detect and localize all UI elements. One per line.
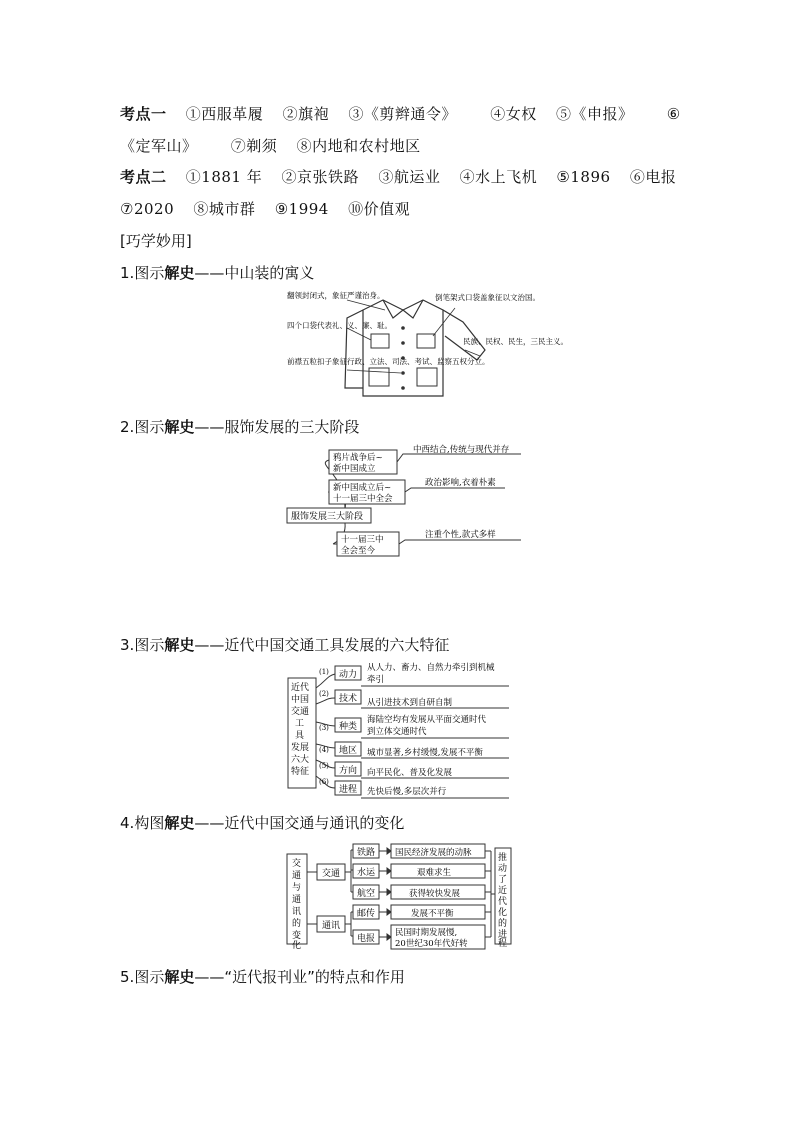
feature-row <box>316 714 509 738</box>
feature-num: (5) <box>319 762 329 770</box>
section-4-bold: 解史 <box>164 814 195 832</box>
comm-item-desc: 国民经济发展的动脉 <box>395 848 472 858</box>
kaodian1-item: 《定军山》 <box>120 137 198 155</box>
kaodian1-line2 <box>120 135 421 156</box>
section-4-num: 4. <box>120 814 135 832</box>
feature-desc: 从人力、畜力、自然力牵引到机械 <box>367 663 495 673</box>
svg-text:代: 代 <box>498 897 508 907</box>
section-1-title: ——中山装的寓义 <box>194 264 315 282</box>
section-4-heading <box>120 812 404 833</box>
kaodian2-line1 <box>120 166 676 187</box>
feature-key: 技术 <box>339 694 358 704</box>
kaodian1-item: ③《剪辫通令》 <box>348 105 457 123</box>
feature-desc: 海陆空均有发展从平面交通时代 <box>367 715 487 725</box>
section-1-prefix: 图示 <box>134 264 165 282</box>
zhongshan-suit-figure <box>285 288 568 400</box>
feature-row <box>316 760 509 778</box>
kaodian2-item: ⑨1994 <box>274 200 329 218</box>
svg-text:化: 化 <box>498 908 508 918</box>
features-root: 中国 <box>291 695 310 705</box>
svg-text:程: 程 <box>498 939 508 949</box>
kaodian1-item: ①西服革履 <box>185 105 264 123</box>
svg-text:通: 通 <box>292 871 302 881</box>
kaodian2-item: ⑦2020 <box>120 200 175 218</box>
section-5-prefix: 图示 <box>134 968 165 986</box>
kaodian2-label: 考点二 <box>120 168 167 186</box>
svg-text:的: 的 <box>498 919 508 929</box>
section-label: [巧学妙用] <box>120 232 192 250</box>
section-2-num: 2. <box>120 418 135 436</box>
section-2-prefix: 图示 <box>134 418 165 436</box>
feature-key: 种类 <box>339 722 358 732</box>
kaodian1-line1 <box>120 103 681 124</box>
kaodian2-item: ①1881 年 <box>185 168 263 186</box>
clothing-stage-feature: 注重个性,款式多样 <box>425 530 496 540</box>
comm-group: 通讯 <box>322 921 341 931</box>
section-4-prefix: 构图 <box>134 814 165 832</box>
svg-text:动: 动 <box>498 864 508 874</box>
feature-key: 进程 <box>339 785 358 795</box>
section-2-heading <box>120 416 359 437</box>
clothing-root: 服饰发展三大阶段 <box>291 512 364 522</box>
comm-item-key: 铁路 <box>357 848 376 858</box>
section-2-bold: 解史 <box>164 418 195 436</box>
suit-annotation: 民族、民权、民生，三民主义。 <box>463 337 568 346</box>
section-3-num: 3. <box>120 636 135 654</box>
svg-text:化: 化 <box>292 941 302 951</box>
comm-item-desc: 发展不平衡 <box>411 909 454 919</box>
kaodian2-item: ⑩价值观 <box>348 200 411 218</box>
feature-row <box>316 776 509 798</box>
kaodian2-item: ⑤1896 <box>556 168 611 186</box>
comm-group: 交通 <box>322 869 341 879</box>
section-1-bold: 解史 <box>164 264 195 282</box>
features-root: 交通 <box>291 707 310 717</box>
section-5-num: 5. <box>120 968 135 986</box>
clothing-stage-feature: 中西结合,传统与现代并存 <box>413 445 510 455</box>
section-5-title: ——“近代报刊业”的特点和作用 <box>194 968 405 986</box>
features-root: 工 <box>295 719 305 729</box>
feature-desc: 到立体交通时代 <box>367 727 427 737</box>
comm-item-key: 水运 <box>357 868 376 878</box>
comm-item-desc: 民国时期发展慢, <box>395 928 458 938</box>
svg-text:了: 了 <box>498 875 508 885</box>
transport-communication-figure <box>285 842 513 952</box>
feature-key: 方向 <box>339 766 358 776</box>
comm-item-key: 电报 <box>357 934 376 944</box>
clothing-stage-period: 十一届三中 <box>341 535 384 545</box>
svg-text:近: 近 <box>498 886 508 896</box>
comm-item-desc: 20世纪30年代好转 <box>395 939 468 949</box>
feature-num: (3) <box>319 724 329 732</box>
section-1-heading <box>120 262 314 283</box>
feature-desc: 向平民化、普及化发展 <box>367 768 453 778</box>
kaodian1-item: ⑦剃须 <box>230 137 278 155</box>
clothing-stage-period: 新中国成立后~ <box>333 483 392 493</box>
feature-row <box>316 690 509 708</box>
transport-features-figure <box>287 660 511 800</box>
features-root: 六大 <box>291 755 310 765</box>
feature-num: (2) <box>319 690 329 698</box>
clothing-stage-period: 十一届三中全会 <box>333 494 393 504</box>
kaodian1-item: ②旗袍 <box>282 105 330 123</box>
comm-result <box>498 851 507 949</box>
svg-text:进: 进 <box>498 930 508 940</box>
svg-text:推: 推 <box>498 853 508 863</box>
suit-annotation: 前襟五粒扣子象征行政、立法、司法、考试、监察五权分立。 <box>287 357 490 366</box>
section-3-title: ——近代中国交通工具发展的六大特征 <box>194 636 450 654</box>
kaodian2-item: ②京张铁路 <box>281 168 360 186</box>
section-4-title: ——近代中国交通与通讯的变化 <box>194 814 405 832</box>
section-5-bold: 解史 <box>164 968 195 986</box>
kaodian1-label: 考点一 <box>120 105 167 123</box>
kaodian2-item: ⑥电报 <box>629 168 677 186</box>
svg-text:与: 与 <box>292 883 302 893</box>
kaodian2-item: ⑧城市群 <box>193 200 256 218</box>
feature-num: (6) <box>319 778 329 786</box>
kaodian2-line2 <box>120 198 410 219</box>
svg-text:讯: 讯 <box>292 907 302 917</box>
comm-root <box>292 857 301 951</box>
svg-text:通: 通 <box>292 895 302 905</box>
comm-item-key: 邮传 <box>357 909 376 919</box>
feature-key: 动力 <box>339 670 358 680</box>
section-3-heading <box>120 634 449 655</box>
suit-annotation: 四个口袋代表礼、义、廉、耻。 <box>287 321 392 330</box>
feature-num: (1) <box>319 668 329 676</box>
features-root: 近代 <box>291 683 310 693</box>
comm-item-key: 航空 <box>357 889 376 899</box>
suit-annotation: 倒笔架式口袋盖象征以文治国。 <box>435 293 540 302</box>
clothing-stage-period: 新中国成立 <box>333 464 376 474</box>
feature-row <box>316 662 509 688</box>
feature-desc: 牵引 <box>367 675 385 685</box>
features-root: 具 <box>295 731 305 741</box>
kaodian1-item: ⑥ <box>666 105 681 123</box>
section-3-bold: 解史 <box>164 636 195 654</box>
features-root: 特征 <box>291 767 310 777</box>
kaodian2-item: ④水上飞机 <box>459 168 538 186</box>
svg-text:变: 变 <box>292 931 302 941</box>
section-2-title: ——服饰发展的三大阶段 <box>194 418 360 436</box>
feature-key: 地区 <box>339 746 358 756</box>
suit-annotation: 翻领封闭式，象征严谨治身。 <box>287 291 385 300</box>
section-3-prefix: 图示 <box>134 636 165 654</box>
clothing-stage-feature: 政治影响,衣着朴素 <box>425 478 496 488</box>
kaodian1-item: ⑤《申报》 <box>555 105 634 123</box>
kaodian1-item: ⑧内地和农村地区 <box>296 137 421 155</box>
kaodian2-item: ③航运业 <box>378 168 441 186</box>
feature-desc: 城市显著,乡村缓慢,发展不平衡 <box>367 748 483 758</box>
kaodian1-item: ④女权 <box>490 105 537 123</box>
comm-item-desc: 获得较快发展 <box>409 889 461 899</box>
clothing-stage-period: 鸦片战争后~ <box>333 453 383 463</box>
feature-desc: 先快后慢,多层次并行 <box>367 787 447 797</box>
feature-desc: 从引进技术到自研自制 <box>367 698 453 708</box>
svg-text:交: 交 <box>292 859 302 869</box>
svg-text:的: 的 <box>292 919 302 929</box>
clothing-stages-figure <box>285 444 525 562</box>
comm-item-desc: 艰难求生 <box>417 868 452 878</box>
feature-row <box>316 742 509 758</box>
feature-num: (4) <box>319 746 329 754</box>
clothing-stage-period: 全会至今 <box>341 546 376 556</box>
section-5-heading <box>120 966 405 987</box>
features-root: 发展 <box>291 743 310 753</box>
section-1-num: 1. <box>120 264 135 282</box>
